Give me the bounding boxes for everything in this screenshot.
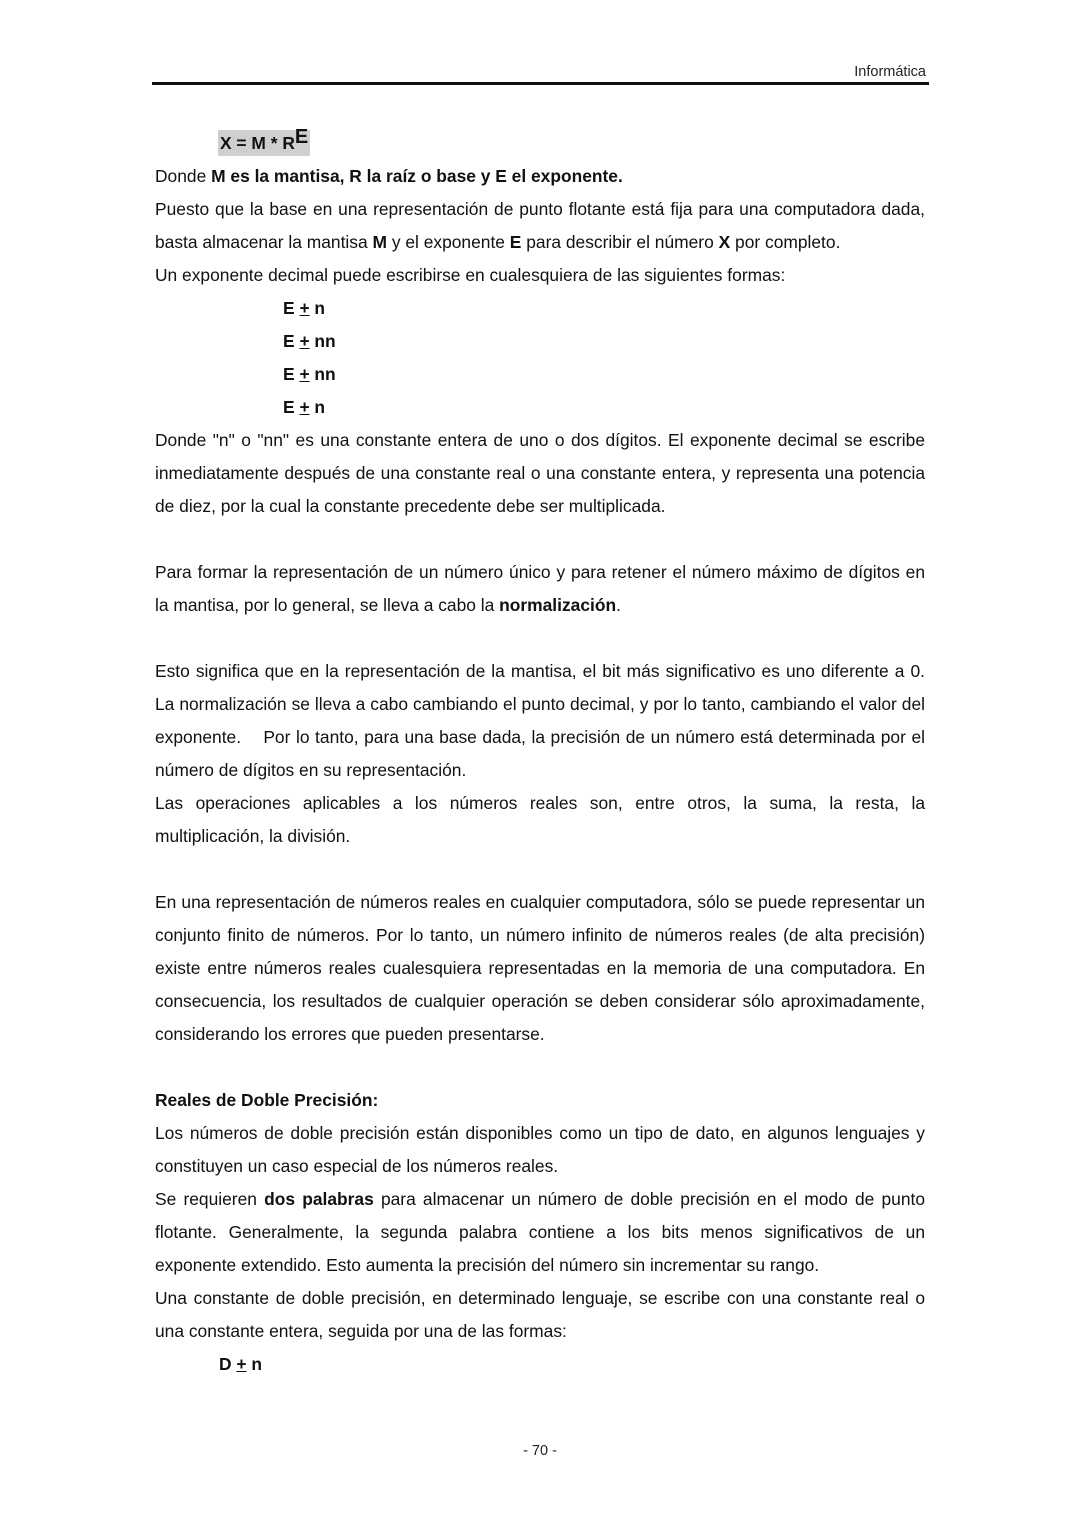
intro-bold: M es la mantisa, R la raíz o base y E el exponente.	[211, 166, 623, 186]
exponent-form-item	[155, 325, 925, 358]
exponent-letter: E	[283, 397, 300, 417]
plus-minus-sign: +	[236, 1354, 247, 1374]
intro-prefix: Donde	[155, 166, 212, 186]
exponent-form-item	[155, 391, 925, 424]
spacer	[155, 853, 925, 886]
para1-bold-x: X	[718, 232, 731, 252]
section-heading-double-precision	[155, 1084, 925, 1117]
plus-minus-sign: +	[299, 298, 310, 318]
page-number: - 70 -	[523, 1443, 557, 1459]
para9-text-2: para almacenar un número de doble precisión en el modo de punto flotante. Generalmente, la segunda palabra contiene a los bits menos significativos de un exponente extendido. Esto aumenta la precisión del número sin incrementar su rango.	[155, 1189, 925, 1275]
section-heading-text: Reales de Doble Precisión:	[155, 1090, 379, 1110]
exponent-letter: E	[283, 298, 300, 318]
para9-bold-dos-palabras: dos palabras	[264, 1189, 374, 1209]
plus-minus-sign: +	[299, 397, 310, 417]
paragraph-mantissa-storage	[155, 193, 925, 259]
exponent-letter: E	[283, 331, 300, 351]
exponent-digits: n	[309, 397, 326, 417]
plus-minus-sign: +	[299, 331, 310, 351]
double-form-item	[155, 1348, 925, 1381]
para4-text-1: Para formar la representación de un número único y para retener el número máximo de dígitos en la mantisa, por lo general, se lleva a cabo la	[155, 562, 925, 615]
floating-point-formula	[218, 126, 310, 156]
double-digits: n	[246, 1354, 263, 1374]
para4-bold-normalizacion: normalización	[499, 595, 617, 615]
paragraph-operations: Las operaciones aplicables a los números reales son, entre otros, la suma, la resta, la multiplicación, la división.	[155, 793, 925, 846]
exponent-digits: nn	[309, 364, 336, 384]
para4-text-2: .	[616, 595, 621, 615]
page-header-title: Informática	[854, 64, 926, 80]
paragraph-normalization-detail: Esto significa que en la representación de la mantisa, el bit más significativo es uno diferente a 0. La normalización se lleva a cabo cambiando el punto decimal, y por lo tanto, cambiando el valor del exponente. Por lo tanto, para una base dada, la precisión de un número está determinada por el número de dígitos en su representación.	[155, 661, 930, 780]
para9-text-1: Se requieren	[155, 1189, 265, 1209]
paragraph-exponent-explanation: Donde "n" o "nn" es una constante entera de uno o dos dígitos. El exponente decimal se escribe inmediatamente después de una constante real o una constante entera, y representa una potencia de diez, por la cual la constante precedente debe ser multiplicada.	[155, 430, 925, 516]
para1-text-1: Puesto que la base en una representación de punto flotante está fija para una computadora dada, basta almacenar la mantisa	[155, 199, 925, 252]
exponent-digits: n	[309, 298, 326, 318]
spacer	[155, 1051, 925, 1084]
page-body	[155, 126, 930, 1381]
spacer	[155, 523, 925, 556]
exponent-form-item	[155, 292, 925, 325]
exponent-letter: E	[283, 364, 300, 384]
formula-base: X = M * R	[220, 133, 295, 153]
exponent-digits: nn	[309, 331, 336, 351]
formula-line	[155, 127, 925, 160]
formula-exponent: E	[294, 126, 309, 148]
header-divider	[152, 82, 929, 85]
exponent-form-item	[155, 358, 925, 391]
double-letter: D	[219, 1354, 237, 1374]
para1-text-4: por completo.	[730, 232, 841, 252]
para1-bold-m: M	[372, 232, 387, 252]
paragraph-two-words	[155, 1183, 925, 1282]
para1-text-2: y el exponente	[387, 232, 510, 252]
intro-definition	[155, 160, 925, 193]
plus-minus-sign: +	[299, 364, 310, 384]
paragraph-finite-representation: En una representación de números reales en cualquier computadora, sólo se puede representar un conjunto finito de números. Por lo tanto, un número infinito de números reales (de alta precisión) existe entre números reales cualesquiera representadas en la memoria de una computadora. En consecuencia, los resultados de cualquier operación se deben considerar sólo aproximadamente, considerando los errores que pueden presentarse.	[155, 892, 925, 1044]
para1-text-3: para describir el número	[521, 232, 719, 252]
paragraph-exponent-forms-intro: Un exponente decimal puede escribirse en cualesquiera de las siguientes formas:	[155, 265, 786, 285]
paragraph-normalization	[155, 556, 925, 622]
paragraph-double-constant: Una constante de doble precisión, en determinado lenguaje, se escribe con una constante real o una constante entera, seguida por una de las formas:	[155, 1288, 925, 1341]
spacer	[155, 622, 925, 655]
paragraph-double-precision-intro: Los números de doble precisión están disponibles como un tipo de dato, en algunos lenguajes y constituyen un caso especial de los números reales.	[155, 1123, 925, 1176]
para1-bold-e: E	[509, 232, 522, 252]
